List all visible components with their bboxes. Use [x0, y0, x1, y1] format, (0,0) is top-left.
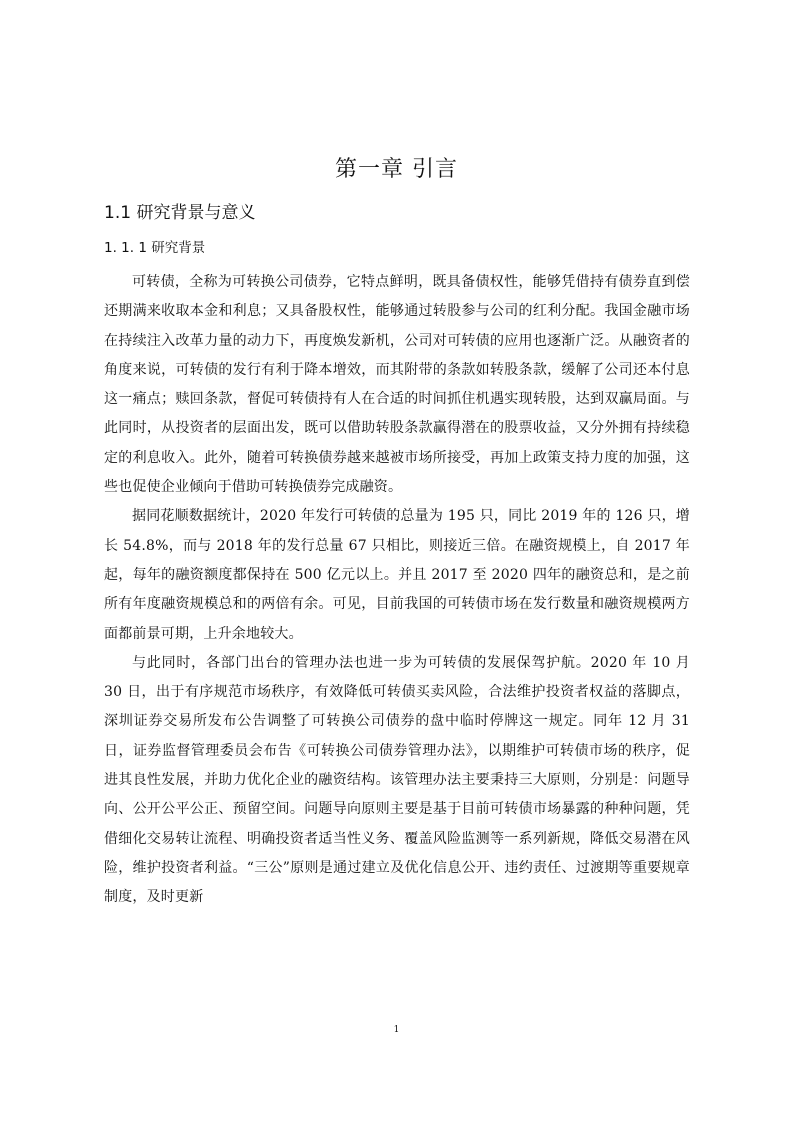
subsection-title: 1. 1. 1 研究背景 [104, 240, 206, 256]
section-title: 1.1 研究背景与意义 [104, 203, 256, 223]
chapter-title: 第一章 引言 [335, 157, 458, 182]
body-text [104, 268, 690, 913]
paragraph: 可转债，全称为可转换公司债券，它特点鲜明，既具备债权性，能够凭借持有债券直到偿还期满来收取本金和利息；又具备股权性，能够通过转股参与公司的红利分配。我国金融市场在持续注入改革力量的动力下，再度焕发新机，公司对可转债的应用也逐渐广泛。从融资者的角度来说，可转债的发行有利于降本增效，而其附带的条款如转股条款，缓解了公司还本付息这一痛点；赎回条款，督促可转债持有人在合适的时间抓住机遇实现转股，达到双赢局面。与此同时，从投资者的层面出发，既可以借助转股条款赢得潜在的股票收益，又分外拥有持续稳定的利息收入。此外，随着可转换债券越来越被市场所接受，再加上政策支持力度的加强，这些也促使企业倾向于借助可转换债券完成融资。 [104, 274, 690, 496]
page-number: 1 [393, 1025, 400, 1035]
paragraph: 据同花顺数据统计，2020 年发行可转债的总量为 195 只，同比 2019 年的 126 只，增长 54.8%，而与 2018 年的发行总量 67 只相比，则接近三倍。在融资规模上，自 2017 年起，每年的融资额度都保持在 500 亿元以上。并且 2017 至 2020 四年的融资总和，是之前所有年度融资规模总和的两倍有余。可见，目前我国的可转债市场在发行数量和融资规模两方面都前景可期，上升余地较大。 [104, 508, 690, 642]
paragraph: 与此同时，各部门出台的管理办法也进一步为可转债的发展保驾护航。2020 年 10 月 30 日，出于有序规范市场秩序，有效降低可转债买卖风险，合法维护投资者权益的落脚点， 深圳证券交易所发布公告调整了可转换公司债券的盘中临时停牌这一规定。同年 12 月 31 日，证券监督管理委员会布告《可转换公司债券管理办法》，以期维护可转债市场的秩序，促进其良性发展，并助力优化企业的融资结构。该管理办法主要秉持三大原则，分别是：问题导向、公开公平公正、预留空间。问题导向原则主要是基于目前可转债市场暴露的种种问题，凭借细化交易转让流程、明确投资者适当性义务、覆盖风险监测等一系列新规，降低交易潜在风险，维护投资者利益。“三公”原则是通过建立及优化信息公开、违约责任、过渡期等重要规章制度，及时更新 [104, 654, 690, 906]
